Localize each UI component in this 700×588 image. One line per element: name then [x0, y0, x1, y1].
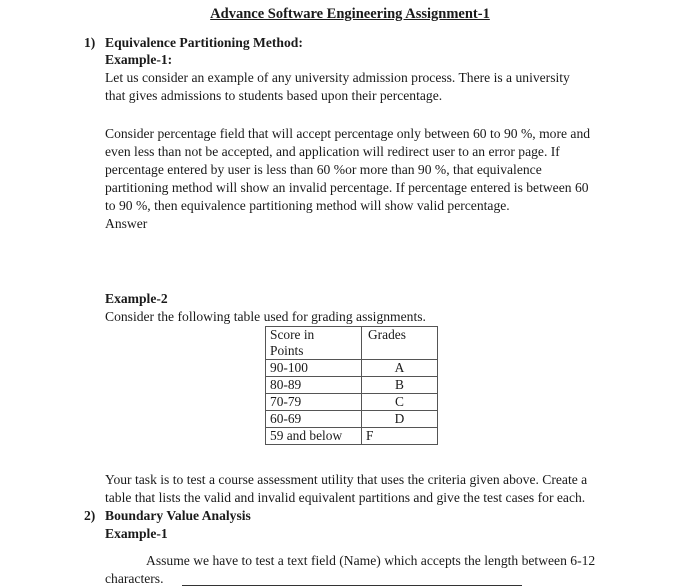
score-header-line-2: Points: [270, 343, 304, 358]
paragraph-2-line-4: partitioning method will show an invalid percentage. If percentage entered is between 60: [105, 180, 589, 195]
section-1-heading: Equivalence Partitioning Method:: [105, 35, 303, 50]
grade-cell: A: [362, 360, 438, 377]
paragraph-2-line-2: even less than not be accepted, and application will redirect user to an error page. If: [105, 144, 560, 159]
section-2-text-line-1: Assume we have to test a text field (Name) which accepts the length between 6-12: [146, 553, 596, 568]
score-cell: 70-79: [266, 394, 362, 411]
example-1-label: Example-1:: [105, 52, 173, 67]
divider-line: [182, 585, 522, 586]
table-row: [266, 360, 438, 377]
grades-header: Grades: [362, 327, 438, 360]
paragraph-2-line-1: Consider percentage field that will accept percentage only between 60 to 90 %, more and: [105, 126, 591, 141]
task-line-2: table that lists the valid and invalid equivalent partitions and give the test cases for each.: [105, 490, 586, 505]
score-cell: 60-69: [266, 411, 362, 428]
score-cell: 90-100: [266, 360, 362, 377]
section-2-text-line-2: characters.: [105, 571, 164, 586]
grade-cell: D: [362, 411, 438, 428]
task-line-1: Your task is to test a course assessment utility that uses the criteria given above. Create a: [105, 472, 588, 487]
paragraph-2-line-3: percentage entered by user is less than 60 %or more than 90 %, that equivalence: [105, 162, 542, 177]
table-row: [266, 411, 438, 428]
section-2-heading: Boundary Value Analysis: [105, 508, 251, 523]
table-row: [266, 377, 438, 394]
grade-cell: B: [362, 377, 438, 394]
paragraph-2-line-5: to 90 %, then equivalence partitioning method will show valid percentage.: [105, 198, 510, 213]
page-title: Advance Software Engineering Assignment-1: [210, 6, 490, 22]
score-cell: 59 and below: [266, 428, 362, 445]
table-header-row: [266, 327, 438, 360]
grading-table: [265, 326, 438, 445]
paragraph-1-line-2: that gives admissions to students based upon their percentage.: [105, 88, 443, 103]
score-header: [266, 327, 362, 360]
answer-label: Answer: [105, 216, 148, 231]
section-2-example-label: Example-1: [105, 526, 168, 541]
paragraph-1-line-1: Let us consider an example of any university admission process. There is a university: [105, 70, 570, 85]
example-2-intro: Consider the following table used for grading assignments.: [105, 309, 426, 324]
table-row: [266, 394, 438, 411]
section-2-number: 2): [84, 508, 96, 523]
example-2-label: Example-2: [105, 291, 168, 306]
section-1-number: 1): [84, 35, 96, 50]
grade-cell: F: [362, 428, 438, 445]
score-cell: 80-89: [266, 377, 362, 394]
score-header-line-1: Score in: [270, 327, 315, 342]
grade-cell: C: [362, 394, 438, 411]
table-row: [266, 428, 438, 445]
